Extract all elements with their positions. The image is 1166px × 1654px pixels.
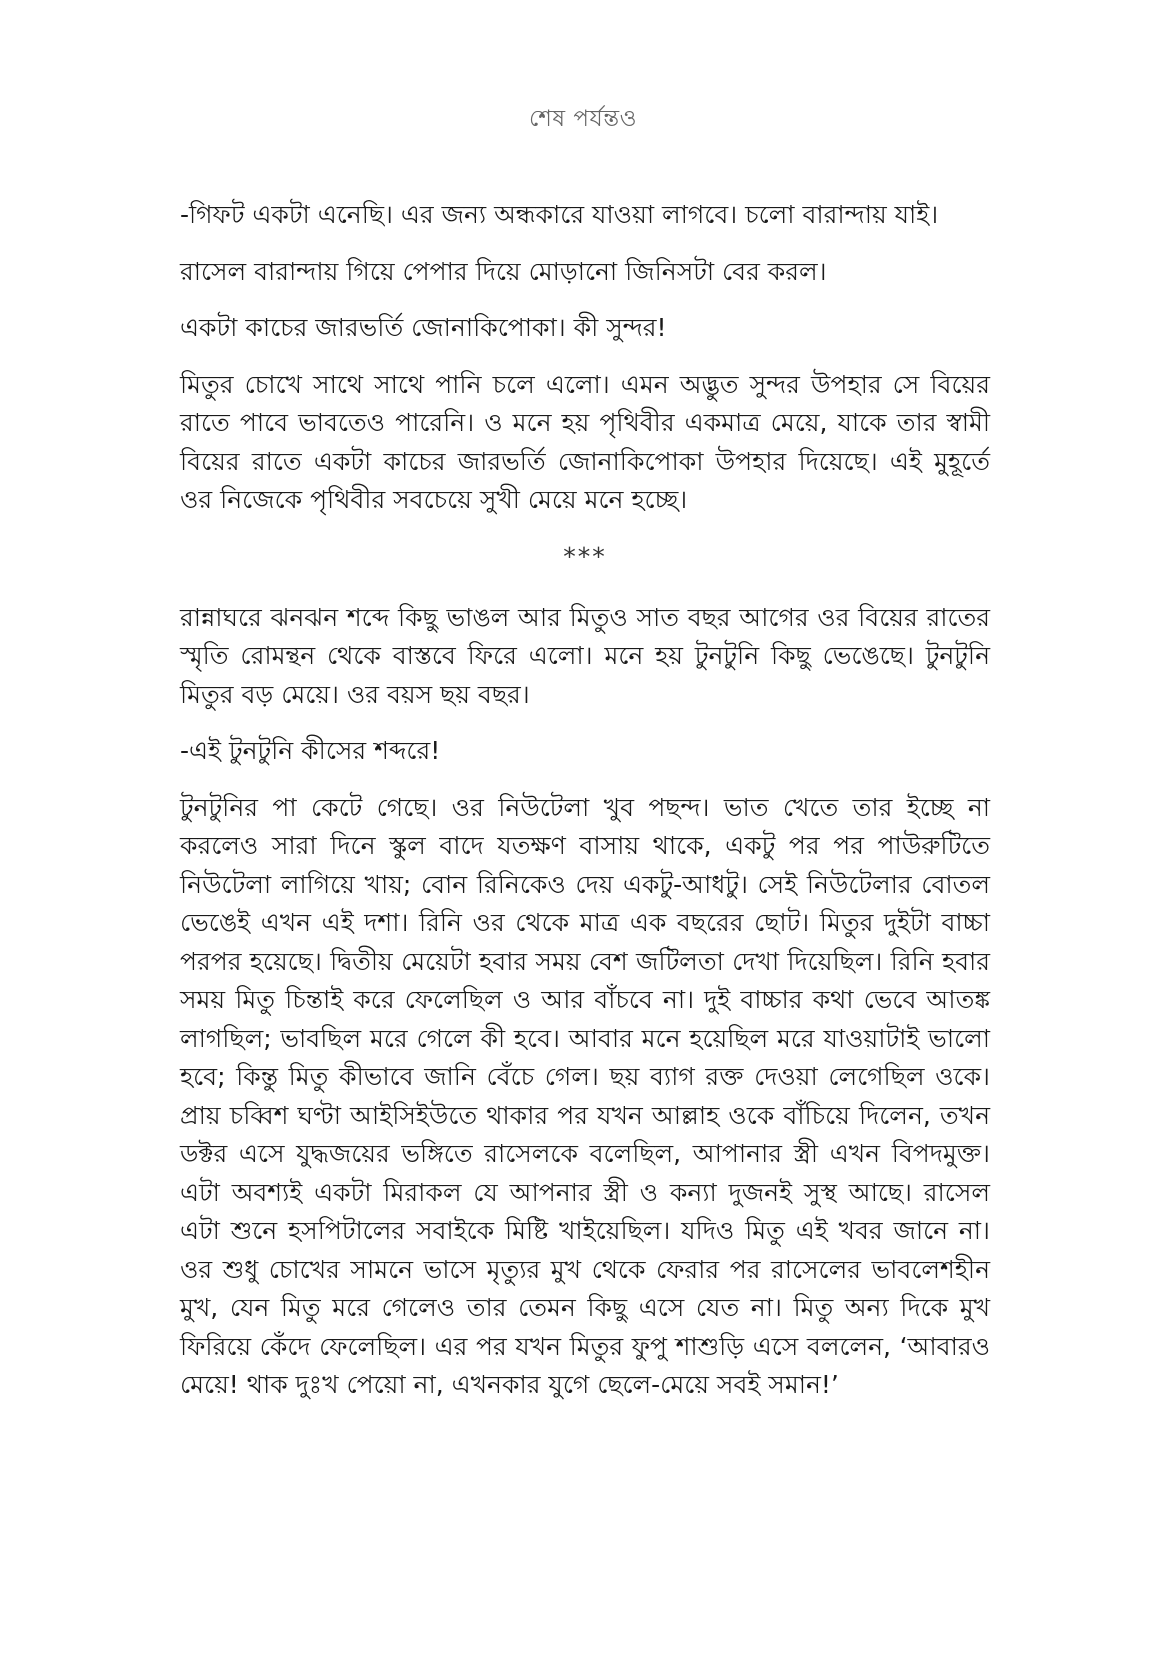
narrative-paragraph: একটা কাচের জারভর্তি জোনাকিপোকা। কী সুন্দর! (180, 313, 667, 342)
section-separator: *** (563, 541, 607, 571)
dialogue-paragraph: -গিফট একটা এনেছি। এর জন্য অন্ধকারে যাওয়া লাগবে। চলো বারান্দায় যাই। (180, 200, 939, 229)
running-header-title: শেষ পর্যন্তও (528, 106, 638, 132)
narrative-paragraph: টুনটুনির পা কেটে গেছে। ওর নিউটেলা খুব পছন্দ। ভাত খেতে তার ইচ্ছে না করলেও সারা দিনে স্কুল বাদে যতক্ষণ বাসায় থাকে, একটু পর পর পাউরুটিতে নিউটেলা লাগিয়ে খায়; বোন রিনিকেও দেয় একটু-আধটু। সেই নিউটেলার বোতল ভেঙেই এখন এই দশা। রিনি ওর থেকে মাত্র এক বছরের ছোট। মিতুর দুইটা বাচ্চা পরপর হয়েছে। দ্বিতীয় মেয়েটা হবার সময় বেশ জটিলতা দেখা দিয়েছিল। রিনি হবার সময় মিতু চিন্তাই করে ফেলেছিল ও আর বাঁচবে না। দুই বাচ্চার কথা ভেবে আতঙ্ক লাগছিল; ভাবছিল মরে গেলে কী হবে। আবার মনে হয়েছিল মরে যাওয়াটাই ভালো হবে; কিন্তু মিতু কীভাবে জানি বেঁচে গেল। ছয় ব্যাগ রক্ত দেওয়া লেগেছিল ওকে। প্রায় চব্বিশ ঘণ্টা আইসিইউতে থাকার পর যখন আল্লাহ ওকে বাঁচিয়ে দিলেন, তখন ডক্টর এসে যুদ্ধজয়ের ভঙ্গিতে রাসেলকে বলেছিল, আপানার স্ত্রী এখন বিপদমুক্ত। এটা অবশ্যই একটা মিরাকল যে আপনার স্ত্রী ও কন্যা দুজনই সুস্থ আছে। রাসেল এটা শুনে হসপিটালের সবাইকে মিষ্টি খাইয়েছিল। যদিও মিতু এই খবর জানে না। ওর শুধু চোখের সামনে ভাসে মৃত্যুর মুখ থেকে ফেরার পর রাসেলের ভাবলেশহীন মুখ, যেন মিতু মরে গেলেও তার তেমন কিছু এসে যেত না। মিতু অন্য দিকে মুখ ফিরিয়ে কেঁদে ফেলেছিল। এর পর যখন মিতুর ফুপু শাশুড়ি এসে বললেন, ‘আবারও মেয়ে! থাক দুঃখ পেয়ো না, এখনকার যুগে ছেলে-মেয়ে সবই সমান!’ (180, 792, 990, 1399)
body-text (180, 196, 990, 1423)
dialogue-paragraph: -এই টুনটুনি কীসের শব্দরে! (180, 736, 441, 765)
narrative-paragraph: মিতুর চোখে সাথে সাথে পানি চলে এলো। এমন অদ্ভুত সুন্দর উপহার সে বিয়ের রাতে পাবে ভাবতেও পারেনি। ও মনে হয় পৃথিবীর একমাত্র মেয়ে, যাকে তার স্বামী বিয়ের রাতে একটা কাচের জারভর্তি জোনাকিপোকা উপহার দিয়েছে। এই মুহূর্তে ওর নিজেকে পৃথিবীর সবচেয়ে সুখী মেয়ে মনে হচ্ছে। (180, 369, 990, 514)
narrative-paragraph: রান্নাঘরে ঝনঝন শব্দে কিছু ভাঙল আর মিতুও সাত বছর আগের ওর বিয়ের রাতের স্মৃতি রোমন্থন থেকে বাস্তবে ফিরে এলো। মনে হয় টুনটুনি কিছু ভেঙেছে। টুনটুনি মিতুর বড় মেয়ে। ওর বয়স ছয় বছর। (180, 602, 990, 709)
narrative-paragraph: রাসেল বারান্দায় গিয়ে পেপার দিয়ে মোড়ানো জিনিসটা বের করল। (180, 256, 827, 286)
